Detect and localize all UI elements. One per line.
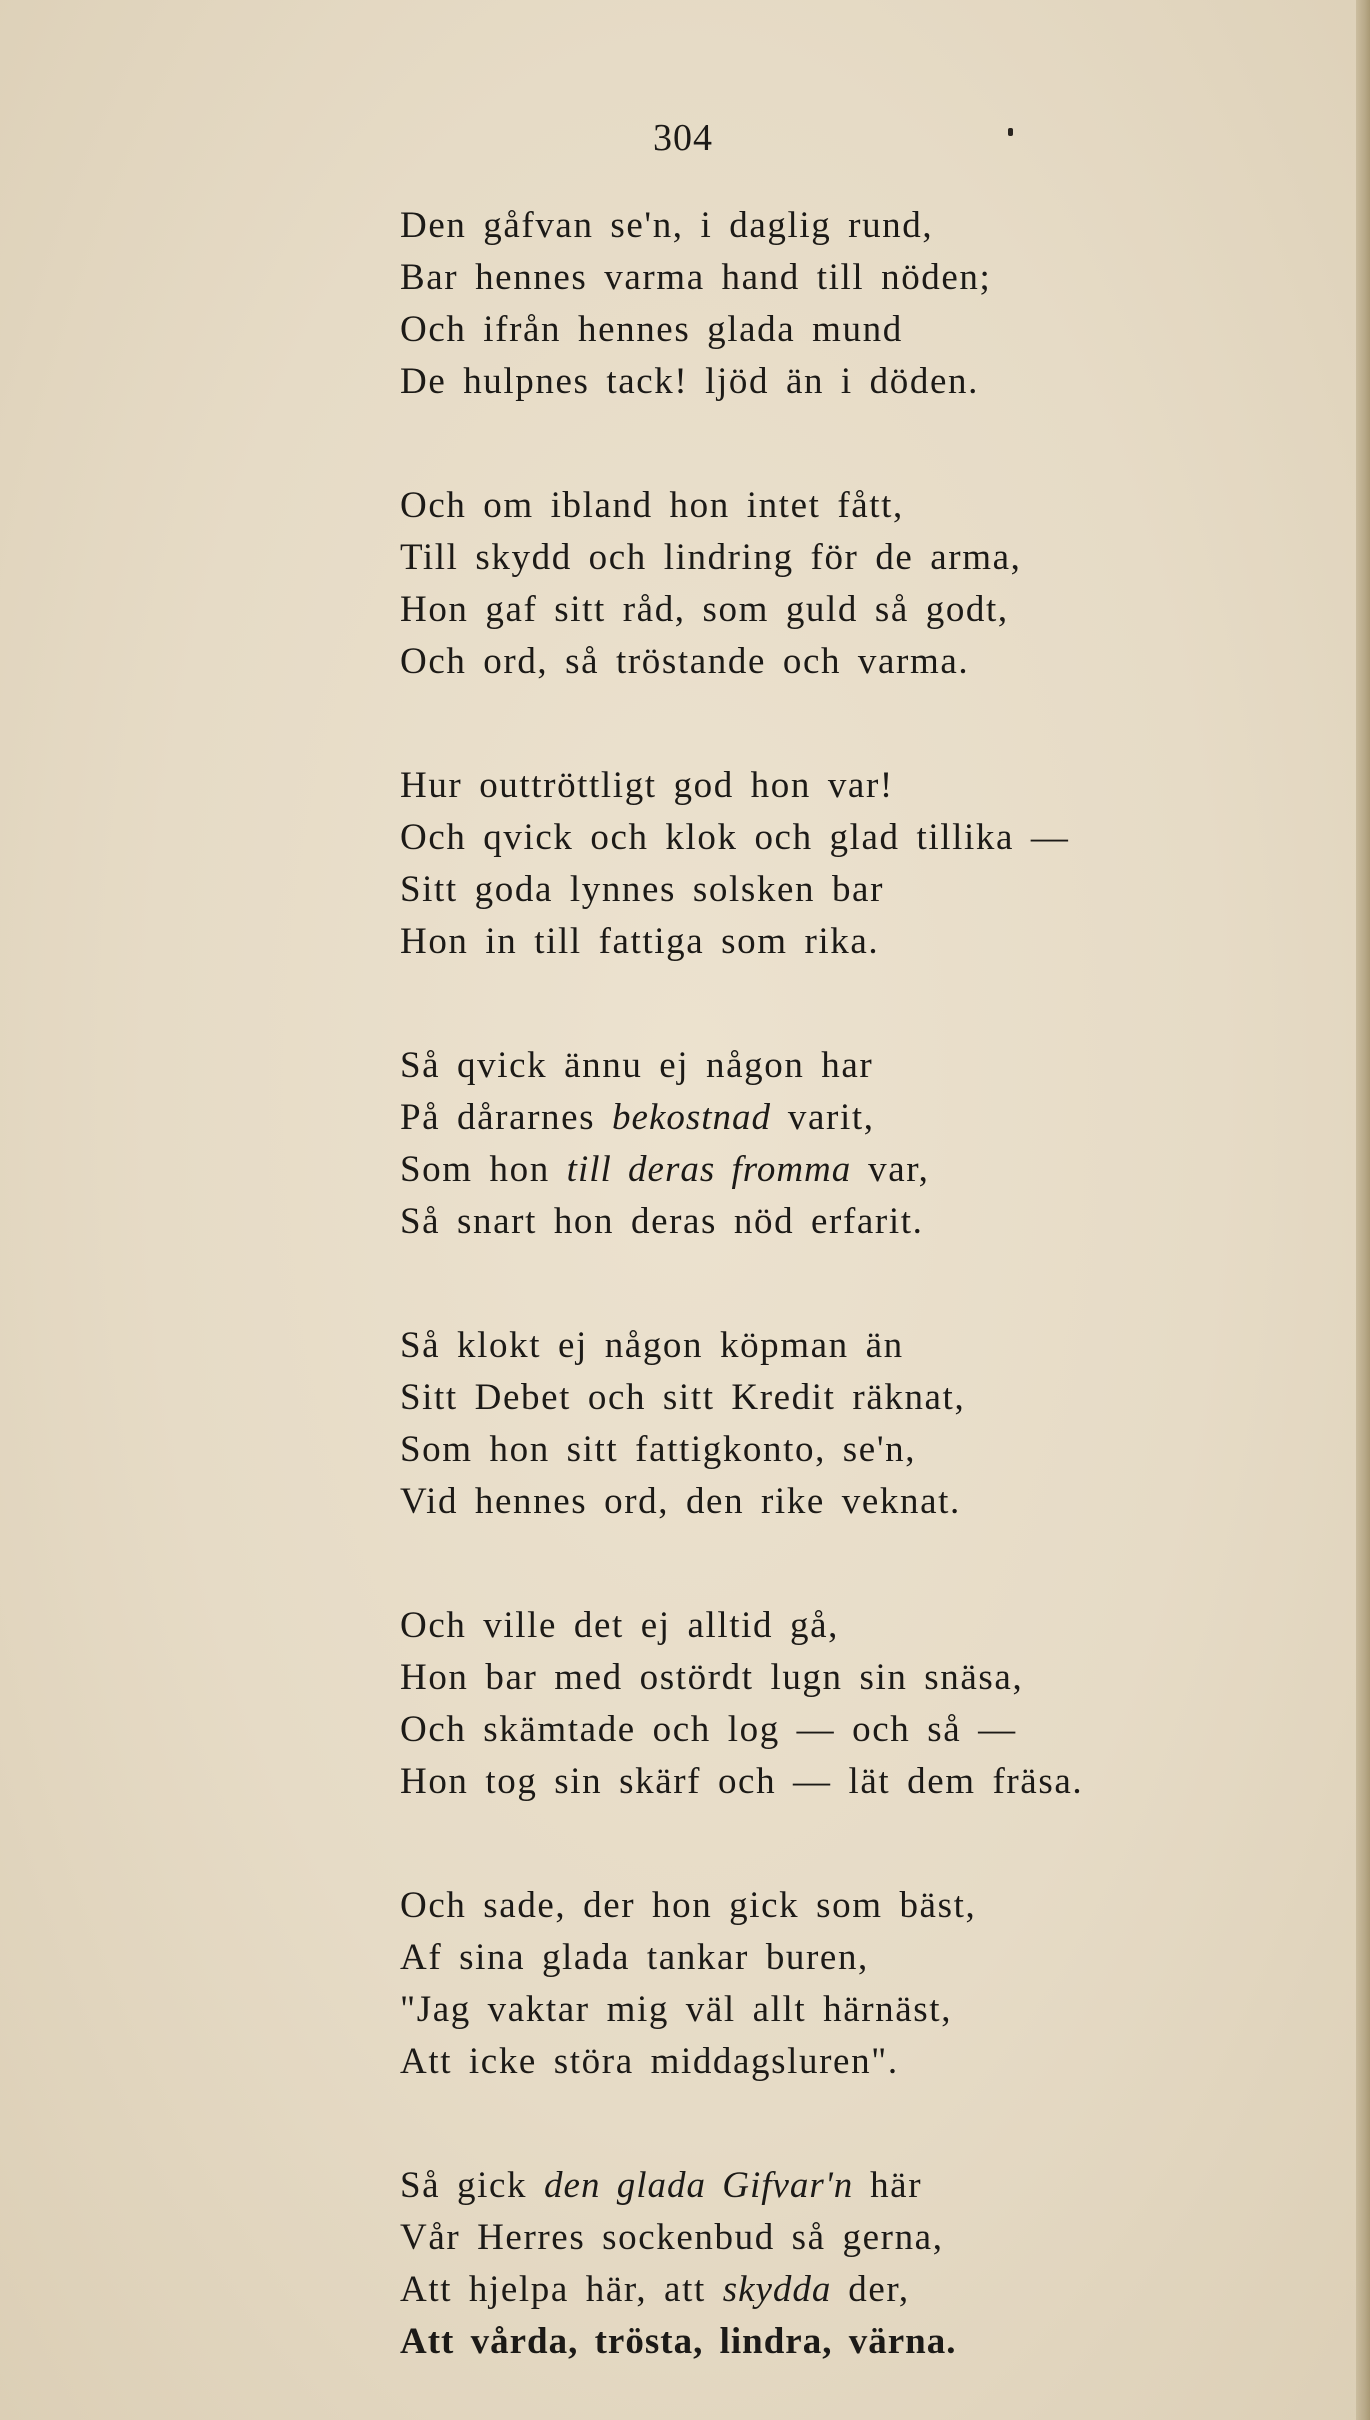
poem-line (400, 1092, 1300, 1144)
text-italic: den glada Gifvar'n (544, 2165, 854, 2206)
poem-line: Hon gaf sitt råd, som guld så godt, (400, 589, 1009, 630)
poem-line: Vid hennes ord, den rike veknat. (400, 1481, 961, 1522)
text-roman: Att hjelpa här, att (400, 2269, 723, 2310)
poem-line: Och ifrån hennes glada mund (400, 309, 903, 350)
poem-line: Hon tog sin skärf och — lät dem fräsa. (400, 1761, 1084, 1802)
poem-line: Och om ibland hon intet fått, (400, 485, 904, 526)
poem-line: Så klokt ej någon köpman än (400, 1325, 904, 1366)
text-italic: bekostnad (612, 1097, 772, 1138)
stanza-6 (400, 1600, 1300, 1808)
stanza-4 (400, 1040, 1300, 1248)
stanza-1 (400, 200, 1300, 408)
stanza-8 (400, 2160, 1300, 2368)
poem-line: De hulpnes tack! ljöd än i döden. (400, 361, 979, 402)
poem-line: Så qvick ännu ej någon har (400, 1045, 874, 1086)
poem-line: Hur outtröttligt god hon var! (400, 765, 894, 806)
poem-line: Och ord, så tröstande och varma. (400, 641, 970, 682)
page-number: 304 (653, 117, 713, 159)
poem-line: Och qvick och klok och glad tillika — (400, 817, 1070, 858)
poem-line: Att vårda, trösta, lindra, värna. (400, 2321, 957, 2362)
poem-line: Hon in till fattiga som rika. (400, 921, 880, 962)
poem-line: Sitt Debet och sitt Kredit räknat, (400, 1377, 966, 1418)
text-italic: till deras fromma (566, 1149, 852, 1190)
poem-line: Och sade, der hon gick som bäst, (400, 1885, 977, 1926)
poem-line (400, 1144, 1300, 1196)
poem (400, 200, 1300, 2420)
text-roman: På dårarnes (400, 1097, 613, 1138)
poem-line: Så snart hon deras nöd erfarit. (400, 1201, 924, 1242)
text-roman: här (853, 2165, 923, 2206)
poem-line (400, 2264, 1300, 2316)
poem-line: "Jag vaktar mig väl allt härnäst, (400, 1989, 953, 2030)
text-roman: Så gick (400, 2165, 545, 2206)
text-roman: var, (851, 1149, 930, 1190)
poem-line: Vår Herres sockenbud så gerna, (400, 2217, 944, 2258)
text-roman: der, (831, 2269, 910, 2310)
poem-line (400, 2160, 1300, 2212)
poem-line: Bar hennes varma hand till nöden; (400, 257, 992, 298)
poem-line: Hon bar med ostördt lugn sin snäsa, (400, 1657, 1024, 1698)
text-italic: skydda (722, 2269, 832, 2310)
text-roman: Som hon (400, 1149, 567, 1190)
text-roman: varit, (771, 1097, 875, 1138)
poem-line: Sitt goda lynnes solsken bar (400, 869, 884, 910)
poem-line: Och skämtade och log — och så — (400, 1709, 1017, 1750)
stanza-2 (400, 480, 1300, 688)
poem-line: Att icke störa middagsluren". (400, 2041, 899, 2082)
page-edge (1356, 0, 1370, 2420)
stanza-3 (400, 760, 1300, 968)
stanza-7 (400, 1880, 1300, 2088)
poem-line: Den gåfvan se'n, i daglig rund, (400, 205, 934, 246)
stanza-5 (400, 1320, 1300, 1528)
poem-line: Till skydd och lindring för de arma, (400, 537, 1022, 578)
poem-line: Och ville det ej alltid gå, (400, 1605, 839, 1646)
poem-line: Som hon sitt fattigkonto, se'n, (400, 1429, 917, 1470)
poem-line: Af sina glada tankar buren, (400, 1937, 869, 1978)
